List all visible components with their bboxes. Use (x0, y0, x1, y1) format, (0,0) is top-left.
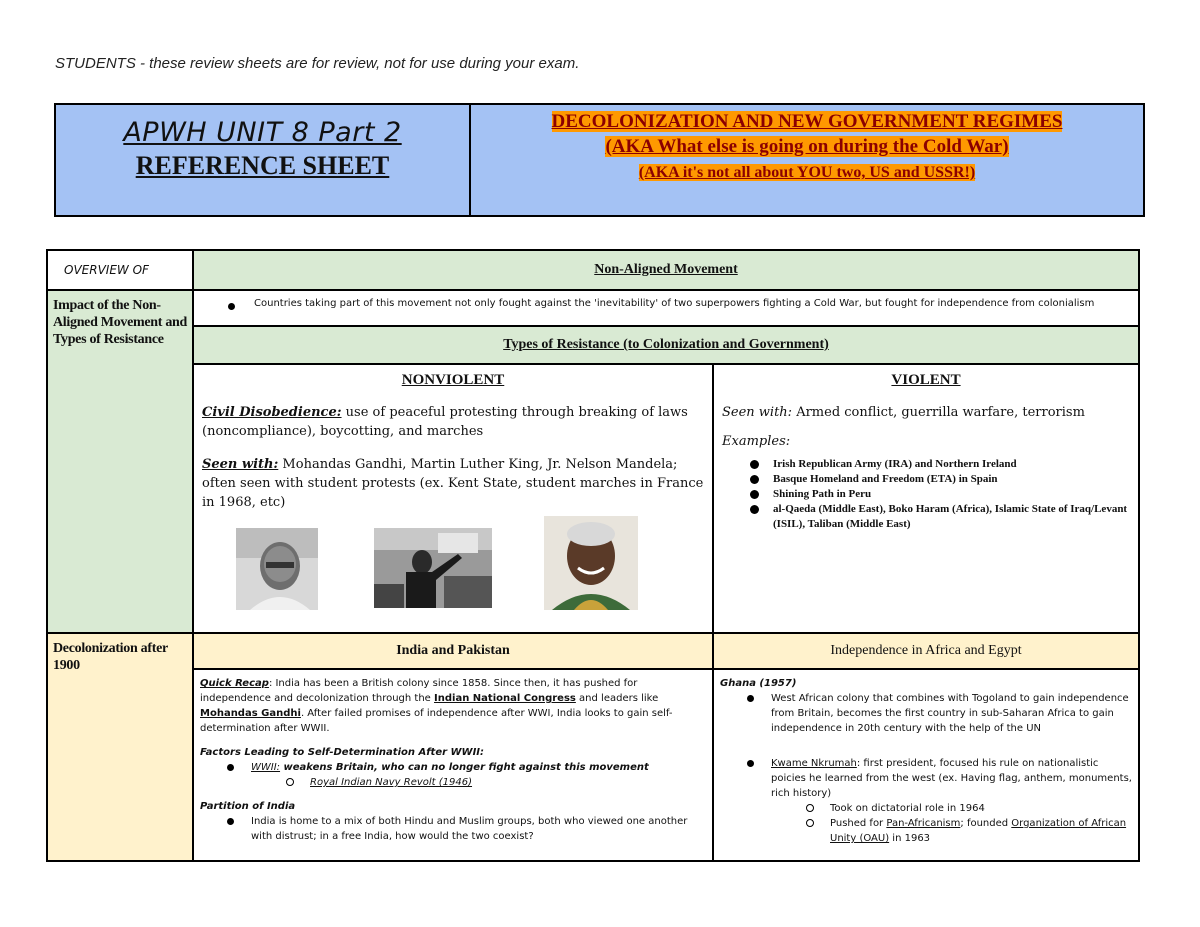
circle-bullet-icon (806, 819, 814, 827)
list-item: Irish Republican Army (IRA) and Northern Ireland (748, 457, 1130, 472)
subtitle-line-2: (AKA What else is going on during the Cold War) (605, 136, 1009, 157)
title-banner (54, 103, 1145, 217)
list-item: al-Qaeda (Middle East), Boko Haram (Africa), Islamic State of Iraq/Levant (ISIL), Taliban (Middle East) (748, 502, 1130, 532)
overview-label: OVERVIEW OF (47, 250, 193, 290)
violent-heading: VIOLENT (891, 372, 961, 388)
section-label-decolonization: Decolonization after 1900 (47, 633, 193, 861)
subtitle-line-3: (AKA it's not all about YOU two, US and USSR!) (638, 164, 976, 181)
list-item: Shining Path in Peru (748, 487, 1130, 502)
bullet-icon (750, 460, 759, 469)
list-item: Kwame Nkrumah: first president, focused his rule on nationalistic poicies he learned from the west (ex. Having flag, anthem, monuments, rich history) (720, 756, 1132, 801)
bullet-icon (747, 760, 754, 767)
subtitle-block (471, 105, 1143, 215)
circle-bullet-icon (286, 778, 294, 786)
bullet-icon (227, 764, 234, 771)
bullet-icon (750, 490, 759, 499)
list-item: Took on dictatorial role in 1964 (720, 801, 1132, 816)
section-label-resistance: Impact of the Non-Aligned Movement and Types of Resistance (47, 290, 193, 633)
civil-disobedience-text: Civil Disobedience: use of peaceful protesting through breaking of laws (noncompliance), boycotting, and marches (202, 405, 688, 439)
violent-cell (713, 364, 1139, 633)
review-note: STUDENTS - these review sheets are for review, not for use during your exam. (55, 55, 580, 72)
bullet-icon (227, 818, 234, 825)
sheet-title: REFERENCE SHEET (135, 151, 390, 180)
factors-label: Factors Leading to Self-Determination After WWII: (200, 747, 485, 758)
partition-label: Partition of India (200, 801, 296, 812)
africa-heading: Independence in Africa and Egypt (713, 633, 1139, 669)
examples-label: Examples: (722, 434, 791, 449)
list-item: Basque Homeland and Freedom (ETA) in Spain (748, 472, 1130, 487)
list-item: India is home to a mix of both Hindu and Muslim groups, both who viewed one another with distrust; in a free India, how would the two coexist? (200, 814, 706, 844)
title-block (56, 105, 471, 215)
unit-title: APWH UNIT 8 Part 2 (123, 117, 402, 148)
bullet-icon (750, 505, 759, 514)
nonviolent-cell (193, 364, 713, 633)
india-cell (193, 669, 713, 861)
nonviolent-seen-with: Seen with: Mohandas Gandhi, Martin Luther King, Jr. Nelson Mandela; often seen with student protests (ex. Kent State, student marches in France in 1968, etc) (202, 457, 704, 510)
nonviolent-heading: NONVIOLENT (401, 372, 505, 388)
king-photo (374, 528, 492, 608)
bullet-icon (750, 475, 759, 484)
photo-strip (202, 522, 704, 622)
nam-bullet: Countries taking part of this movement not only fought against the 'inevitability' of two superpowers fighting a Cold War, but fought for independence from colonialism (193, 290, 1139, 326)
overview-topic: Non-Aligned Movement (193, 250, 1139, 290)
bullet-icon (228, 303, 235, 310)
subtitle-line-1: DECOLONIZATION AND NEW GOVERNMENT REGIMES (551, 111, 1063, 132)
examples-list (748, 457, 1130, 532)
violent-seen-with: Seen with: Armed conflict, guerrilla warfare, terrorism (722, 405, 1085, 420)
ghana-label: Ghana (1957) (720, 678, 797, 689)
list-item: Royal Indian Navy Revolt (1946) (200, 775, 706, 790)
bullet-icon (747, 695, 754, 702)
list-item: West African colony that combines with Togoland to gain independence from Britain, becomes the first country in sub-Saharan Africa to gain independence in 20th century with the help of the UN (720, 691, 1132, 736)
quick-recap: Quick Recap: India has been a British colony since 1858. Since then, it has pushed for independence and decolonization through the Indian National Congress and leaders like Mohandas Gandhi. After failed promises of independence after WWI, India looks to gain self-determination after WWII. (200, 678, 673, 734)
gandhi-photo (236, 528, 318, 610)
circle-bullet-icon (806, 804, 814, 812)
india-heading: India and Pakistan (193, 633, 713, 669)
mandela-photo (544, 516, 638, 610)
types-heading: Types of Resistance (to Colonization and Government) (193, 326, 1139, 364)
list-item: WWII: weakens Britain, who can no longer fight against this movement (200, 760, 706, 775)
africa-cell (713, 669, 1139, 861)
reference-table (46, 249, 1140, 862)
list-item: Pushed for Pan-Africanism; founded Organization of African Unity (OAU) in 1963 (720, 816, 1132, 846)
